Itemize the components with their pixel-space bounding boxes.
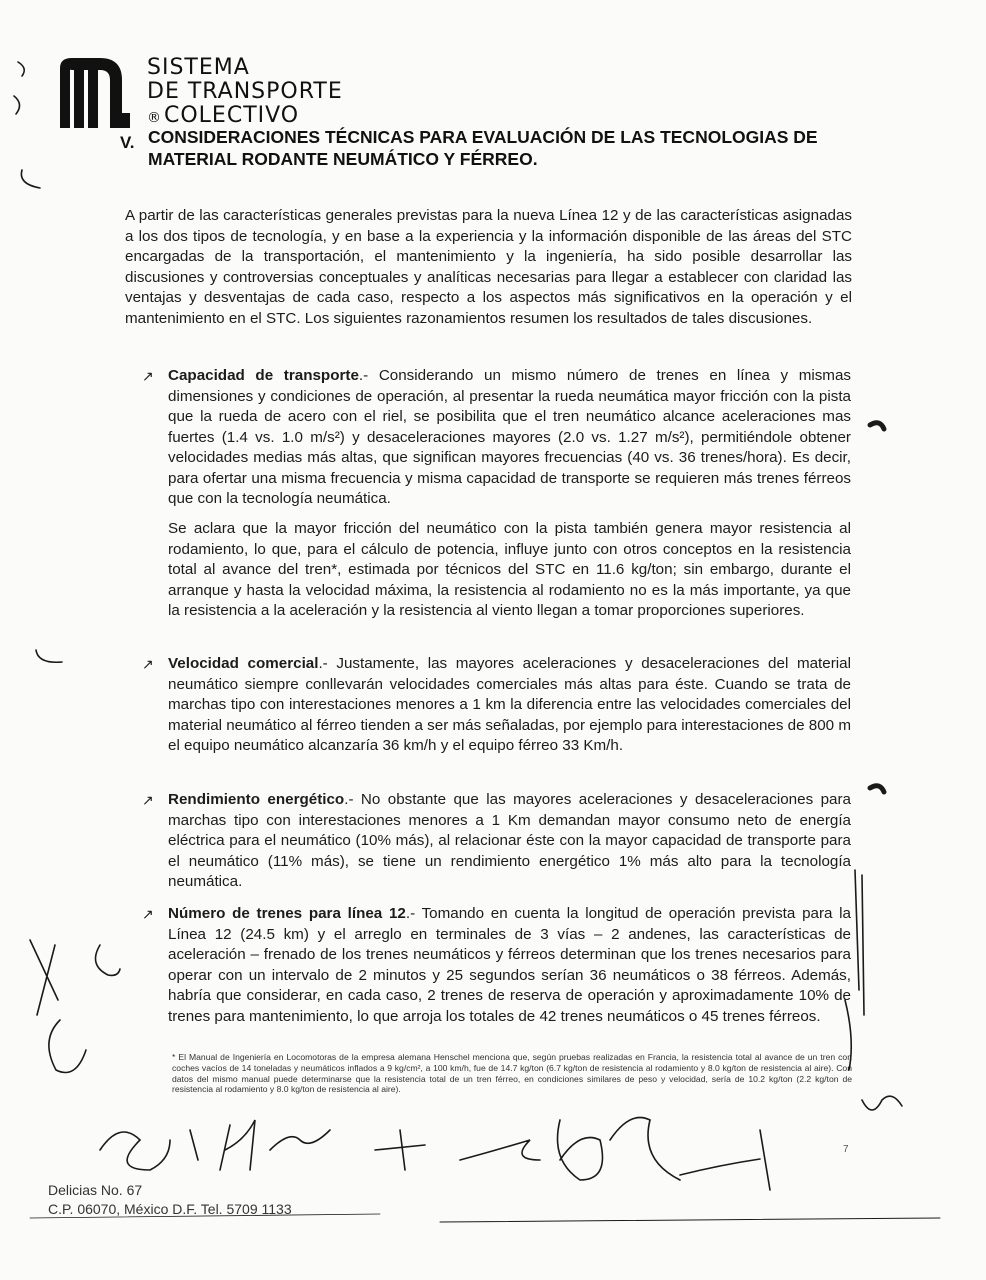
brand-name bbox=[147, 56, 343, 130]
stc-logo bbox=[60, 58, 144, 130]
brand-line-3: ®COLECTIVO bbox=[147, 103, 300, 128]
address-line-2: C.P. 06070, México D.F. Tel. 5709 1133 bbox=[48, 1201, 292, 1217]
item-numero-trenes bbox=[142, 904, 852, 1027]
item-velocidad bbox=[142, 654, 851, 757]
item-label: Capacidad de transporte bbox=[168, 367, 359, 384]
bullet-mark: ↗ bbox=[142, 656, 154, 672]
item-capacidad bbox=[142, 366, 851, 510]
bullet-mark: ↗ bbox=[142, 792, 154, 808]
footnote: * El Manual de Ingeniería en Locomotoras de la empresa alemana Henschel menciona que, según pruebas realizadas en Francia, la resistencia total al avance de un tren con coches vacíos de 14 toneladas y neumáticos inflados a 9 kg/cm², a 100 km/h, fue de 14.7 kg/ton (6.7 kg/ton de resistencia al rodamiento y 8.0 kg/ton de resistencia al aire). Con datos del mismo manual puede determinarse que la resistencia total de un tren férreo, en condiciones similares de peso y velocidad, sería de 10.2 kg/ton (2.2 kg/ton de resistencia al rodamiento y 8.0 kg/ton de resistencia al aire). bbox=[172, 1052, 852, 1095]
item-text: .- Tomando en cuenta la longitud de operación prevista para la Línea 12 (24.5 km) y el arreglo en terminales de 3 vías – 2 andenes, las características de aceleración – frenado de los trenes neumáticos y férreos determinan que los trenes necesarios para operar con un intervalo de 2 minutos y 25 segundos serían 36 neumáticos o 38 férreos. Además, habría que considerar, en cada caso, 2 trenes de reserva de operación y aproximadamente 10% de trenes para mantenimiento, lo que arroja los totales de 42 trenes neumáticos o 45 trenes férreos. bbox=[168, 905, 852, 1025]
item-rendimiento bbox=[142, 790, 852, 893]
bullet-mark: ↗ bbox=[142, 906, 154, 922]
bullet-mark: ↗ bbox=[142, 368, 154, 384]
item-label: Rendimiento energético bbox=[168, 791, 345, 808]
page-number: 7 bbox=[843, 1144, 849, 1155]
item-capacidad-extra: Se aclara que la mayor fricción del neumático con la pista también genera mayor resistencia al rodamiento, lo que, para el cálculo de potencia, influye junto con otros conceptos en la resistencia total al avance del tren*, estimada por técnicos del STC en 11.6 kg/ton; sin embargo, durante el arranque y hasta la velocidad máxima, la resistencia al rodamiento no es la más importante, ya que la resistencia a la aceleración y la resistencia al viento llegan a tomar proporciones superiores. bbox=[168, 520, 851, 619]
address-block bbox=[48, 1181, 292, 1219]
brand-line-1: SISTEMA bbox=[147, 55, 250, 80]
item-text: .- Considerando un mismo número de trenes en línea y mismas dimensiones y condiciones de operación, al presentar la rueda neumática mayor fricción con la pista que la rueda de acero con el riel, se posibilita que el tren neumático alcance aceleraciones mas fuertes (1.4 vs. 1.0 m/s²) y desaceleraciones mayores (2.0 vs. 1.27 m/s²), permitiéndole obtener velocidades medias más altas, que significan mayores frecuencias (40 vs. 36 trenes/hora). Es decir, para ofertar una misma frecuencia y misma capacidad de transporte se requieren más trenes férreos que con la tecnología neumática. bbox=[168, 367, 851, 507]
registered-mark: ® bbox=[147, 110, 162, 126]
brand-line-2: DE TRANSPORTE bbox=[147, 79, 343, 104]
address-line-1: Delicias No. 67 bbox=[48, 1182, 143, 1198]
intro-paragraph: A partir de las características generales previstas para la nueva Línea 12 y de las características asignadas a los dos tipos de tecnología, y en base a la experiencia y la información disponible de las áreas del STC encargadas de la transportación, el mantenimiento y la ingeniería, ha sido posible desarrollar las discusiones y controversias conceptuales y analíticas necesarias para llegar a establecer con claridad las ventajas y desventajas de cada caso, respecto a los aspectos más significativos en la operación y el mantenimiento en el STC. Los siguientes razonamientos resumen los resultados de tales discusiones. bbox=[125, 207, 852, 327]
item-label: Número de trenes para línea 12 bbox=[168, 905, 406, 922]
item-text: .- Justamente, las mayores aceleraciones y desaceleraciones del material neumático siempre conllevarán velocidades comerciales más altas para éste. Cuando se trata de marchas tipo con interestaciones menores a 1 km la diferencia entre las velocidades comerciales del material neumático al férreo tienden a ser más señaladas, por ejemplo para interestaciones de 800 m el equipo neumático alcanzaría 36 km/h y el equipo férreo 33 Km/h. bbox=[168, 655, 851, 754]
item-label: Velocidad comercial bbox=[168, 655, 319, 672]
section-heading bbox=[120, 126, 908, 170]
section-title: CONSIDERACIONES TÉCNICAS PARA EVALUACIÓN DE LAS TECNOLOGIAS DE MATERIAL RODANTE NEUMÁTICO Y FÉRREO. bbox=[148, 127, 818, 169]
section-number: V. bbox=[120, 133, 135, 152]
item-text: .- No obstante que las mayores aceleraciones y desaceleraciones para marchas tipo con interestaciones menores a 1 Km demandan mayor consumo neto de energía eléctrica para el neumático (10% más), al relacionar éste con la mayor capacidad de transporte para el neumático (11% más), se tiene un rendimiento energético 1% más alto para la tecnología neumática. bbox=[168, 791, 852, 890]
